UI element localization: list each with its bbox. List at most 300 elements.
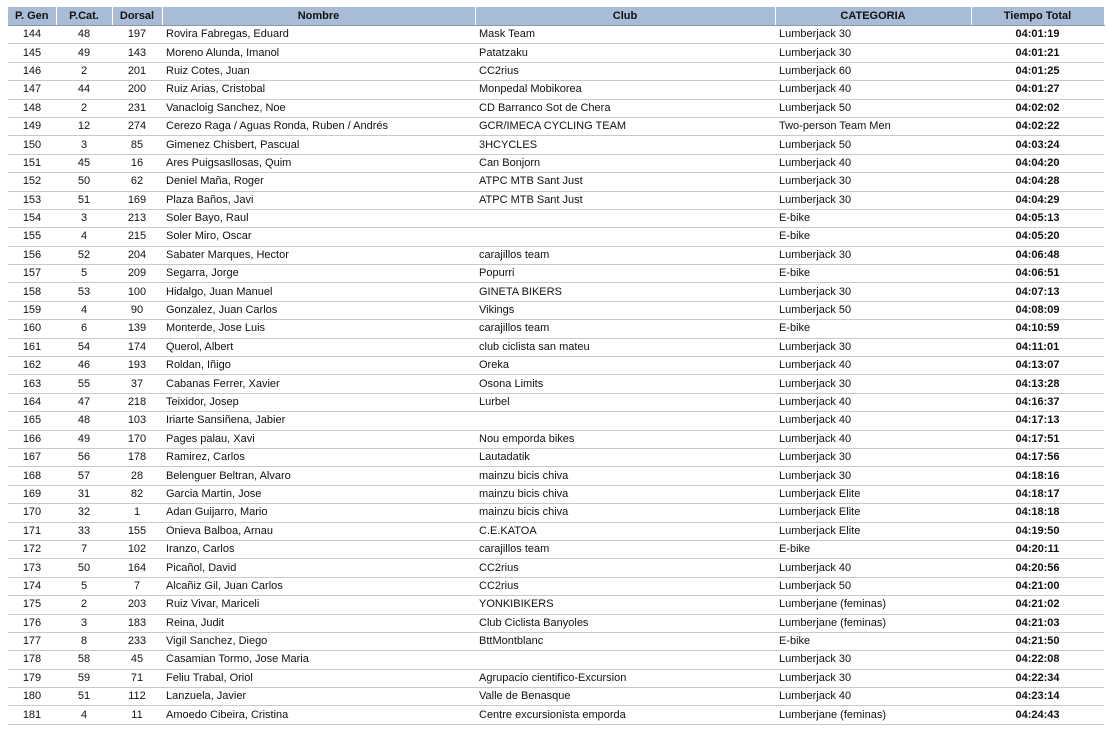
cell-dorsal: 102 (112, 540, 162, 558)
table-row (8, 338, 1104, 356)
cell-categoria: Lumberjack 30 (775, 283, 971, 301)
cell-categoria: E-bike (775, 540, 971, 558)
cell-club: Lurbel (475, 393, 775, 411)
header-row (8, 7, 1104, 26)
cell-nombre: Soler Miro, Oscar (162, 228, 475, 246)
cell-dorsal: 90 (112, 301, 162, 319)
cell-tiempo-total: 04:23:14 (971, 688, 1104, 706)
cell-nombre: Vigil Sanchez, Diego (162, 632, 475, 650)
cell-dorsal: 218 (112, 393, 162, 411)
cell-tiempo-total: 04:21:00 (971, 577, 1104, 595)
table-row (8, 467, 1104, 485)
cell-p-cat: 52 (56, 246, 112, 264)
cell-club: mainzu bicis chiva (475, 485, 775, 503)
table-row (8, 632, 1104, 650)
cell-dorsal: 183 (112, 614, 162, 632)
cell-dorsal: 7 (112, 577, 162, 595)
cell-nombre: Lanzuela, Javier (162, 688, 475, 706)
cell-tiempo-total: 04:05:20 (971, 228, 1104, 246)
cell-club: club ciclista san mateu (475, 338, 775, 356)
cell-tiempo-total: 04:16:37 (971, 393, 1104, 411)
cell-tiempo-total: 04:18:16 (971, 467, 1104, 485)
cell-nombre: Iriarte Sansiñena, Jabier (162, 412, 475, 430)
cell-dorsal: 197 (112, 26, 162, 44)
cell-club: Centre excursionista emporda (475, 706, 775, 724)
cell-categoria: Lumberjack 40 (775, 559, 971, 577)
cell-tiempo-total: 04:13:07 (971, 357, 1104, 375)
table-row (8, 228, 1104, 246)
cell-tiempo-total: 04:02:02 (971, 99, 1104, 117)
cell-p-cat: 2 (56, 62, 112, 80)
cell-categoria: Lumberjack 30 (775, 448, 971, 466)
results-table-body (8, 26, 1104, 725)
cell-categoria: Lumberjack 60 (775, 62, 971, 80)
cell-p-cat: 4 (56, 301, 112, 319)
cell-p-gen: 163 (8, 375, 56, 393)
cell-dorsal: 1 (112, 504, 162, 522)
column-header-p-gen: P. Gen (8, 7, 56, 26)
results-table-header (8, 7, 1104, 26)
cell-nombre: Deniel Maña, Roger (162, 173, 475, 191)
cell-p-cat: 56 (56, 448, 112, 466)
cell-categoria: Two-person Team Men (775, 117, 971, 135)
table-row (8, 246, 1104, 264)
cell-dorsal: 213 (112, 209, 162, 227)
cell-nombre: Cabanas Ferrer, Xavier (162, 375, 475, 393)
cell-p-gen: 179 (8, 669, 56, 687)
cell-tiempo-total: 04:04:28 (971, 173, 1104, 191)
cell-club: Monpedal Mobikorea (475, 81, 775, 99)
cell-club: Can Bonjorn (475, 154, 775, 172)
cell-tiempo-total: 04:01:21 (971, 44, 1104, 62)
cell-categoria: Lumberjane (feminas) (775, 614, 971, 632)
cell-club: CC2rius (475, 559, 775, 577)
table-row (8, 209, 1104, 227)
cell-dorsal: 203 (112, 596, 162, 614)
cell-categoria: E-bike (775, 632, 971, 650)
cell-p-cat: 50 (56, 559, 112, 577)
cell-p-gen: 157 (8, 265, 56, 283)
cell-dorsal: 274 (112, 117, 162, 135)
cell-nombre: Casamian Tormo, Jose Maria (162, 651, 475, 669)
cell-p-cat: 6 (56, 320, 112, 338)
table-row (8, 320, 1104, 338)
cell-club: carajillos team (475, 246, 775, 264)
column-header-categoria: CATEGORIA (775, 7, 971, 26)
cell-dorsal: 209 (112, 265, 162, 283)
cell-p-cat: 12 (56, 117, 112, 135)
cell-categoria: Lumberjack Elite (775, 504, 971, 522)
cell-tiempo-total: 04:01:27 (971, 81, 1104, 99)
cell-dorsal: 37 (112, 375, 162, 393)
cell-club: ATPC MTB Sant Just (475, 191, 775, 209)
cell-p-cat: 2 (56, 596, 112, 614)
cell-nombre: Querol, Albert (162, 338, 475, 356)
cell-nombre: Segarra, Jorge (162, 265, 475, 283)
cell-categoria: Lumberjack 50 (775, 577, 971, 595)
cell-club (475, 412, 775, 430)
column-header-p-cat: P.Cat. (56, 7, 112, 26)
cell-categoria: Lumberjack 40 (775, 393, 971, 411)
cell-p-cat: 59 (56, 669, 112, 687)
cell-club (475, 228, 775, 246)
cell-club: 3HCYCLES (475, 136, 775, 154)
table-row (8, 540, 1104, 558)
cell-club: Popurri (475, 265, 775, 283)
cell-dorsal: 62 (112, 173, 162, 191)
cell-p-cat: 5 (56, 265, 112, 283)
table-row (8, 522, 1104, 540)
cell-tiempo-total: 04:01:19 (971, 26, 1104, 44)
table-row (8, 99, 1104, 117)
cell-nombre: Soler Bayo, Raul (162, 209, 475, 227)
table-row (8, 81, 1104, 99)
column-header-club: Club (475, 7, 775, 26)
cell-dorsal: 103 (112, 412, 162, 430)
table-row (8, 651, 1104, 669)
cell-dorsal: 112 (112, 688, 162, 706)
cell-p-cat: 5 (56, 577, 112, 595)
cell-tiempo-total: 04:24:43 (971, 706, 1104, 724)
cell-p-cat: 51 (56, 191, 112, 209)
cell-tiempo-total: 04:03:24 (971, 136, 1104, 154)
cell-categoria: Lumberjack 30 (775, 26, 971, 44)
cell-tiempo-total: 04:21:02 (971, 596, 1104, 614)
cell-p-cat: 48 (56, 412, 112, 430)
cell-p-gen: 150 (8, 136, 56, 154)
cell-tiempo-total: 04:21:50 (971, 632, 1104, 650)
cell-tiempo-total: 04:11:01 (971, 338, 1104, 356)
cell-p-gen: 170 (8, 504, 56, 522)
cell-p-cat: 54 (56, 338, 112, 356)
results-sheet (8, 7, 1104, 725)
cell-categoria: Lumberjack 30 (775, 467, 971, 485)
cell-nombre: Garcia Martin, Jose (162, 485, 475, 503)
cell-p-gen: 145 (8, 44, 56, 62)
cell-club: mainzu bicis chiva (475, 504, 775, 522)
cell-dorsal: 155 (112, 522, 162, 540)
cell-tiempo-total: 04:06:48 (971, 246, 1104, 264)
cell-p-cat: 57 (56, 467, 112, 485)
cell-categoria: Lumberjack 40 (775, 688, 971, 706)
cell-club: Patatzaku (475, 44, 775, 62)
cell-club: Agrupacio cientifico-Excursion (475, 669, 775, 687)
cell-club: Lautadatik (475, 448, 775, 466)
cell-categoria: E-bike (775, 265, 971, 283)
cell-nombre: Monterde, Jose Luis (162, 320, 475, 338)
cell-dorsal: 143 (112, 44, 162, 62)
cell-tiempo-total: 04:04:20 (971, 154, 1104, 172)
table-row (8, 614, 1104, 632)
cell-tiempo-total: 04:17:51 (971, 430, 1104, 448)
cell-tiempo-total: 04:07:13 (971, 283, 1104, 301)
cell-club: carajillos team (475, 540, 775, 558)
cell-dorsal: 200 (112, 81, 162, 99)
cell-p-gen: 171 (8, 522, 56, 540)
cell-categoria: Lumberjack 30 (775, 246, 971, 264)
cell-p-cat: 46 (56, 357, 112, 375)
cell-club: Club Ciclista Banyoles (475, 614, 775, 632)
cell-categoria: Lumberjack 30 (775, 338, 971, 356)
cell-club: GINETA BIKERS (475, 283, 775, 301)
cell-p-gen: 149 (8, 117, 56, 135)
cell-club: mainzu bicis chiva (475, 467, 775, 485)
column-header-nombre: Nombre (162, 7, 475, 26)
cell-p-gen: 161 (8, 338, 56, 356)
table-row (8, 117, 1104, 135)
cell-club: GCR/IMECA CYCLING TEAM (475, 117, 775, 135)
cell-p-gen: 155 (8, 228, 56, 246)
table-row (8, 688, 1104, 706)
cell-tiempo-total: 04:18:18 (971, 504, 1104, 522)
cell-dorsal: 71 (112, 669, 162, 687)
table-row (8, 154, 1104, 172)
cell-p-gen: 159 (8, 301, 56, 319)
cell-nombre: Pages palau, Xavi (162, 430, 475, 448)
cell-dorsal: 215 (112, 228, 162, 246)
cell-nombre: Moreno Alunda, Imanol (162, 44, 475, 62)
table-row (8, 26, 1104, 44)
cell-p-cat: 48 (56, 26, 112, 44)
table-row (8, 173, 1104, 191)
cell-p-cat: 32 (56, 504, 112, 522)
column-header-dorsal: Dorsal (112, 7, 162, 26)
cell-nombre: Ruiz Arias, Cristobal (162, 81, 475, 99)
cell-nombre: Gimenez Chisbert, Pascual (162, 136, 475, 154)
table-row (8, 136, 1104, 154)
cell-categoria: Lumberjane (feminas) (775, 706, 971, 724)
cell-p-cat: 44 (56, 81, 112, 99)
cell-p-cat: 7 (56, 540, 112, 558)
cell-categoria: Lumberjack 30 (775, 191, 971, 209)
cell-categoria: E-bike (775, 320, 971, 338)
cell-p-gen: 172 (8, 540, 56, 558)
cell-tiempo-total: 04:05:13 (971, 209, 1104, 227)
cell-categoria: Lumberjack Elite (775, 485, 971, 503)
cell-p-cat: 2 (56, 99, 112, 117)
cell-p-gen: 168 (8, 467, 56, 485)
table-row (8, 577, 1104, 595)
cell-nombre: Ruiz Cotes, Juan (162, 62, 475, 80)
cell-p-gen: 169 (8, 485, 56, 503)
cell-dorsal: 204 (112, 246, 162, 264)
cell-p-gen: 166 (8, 430, 56, 448)
cell-club (475, 651, 775, 669)
cell-club: Valle de Benasque (475, 688, 775, 706)
cell-p-gen: 178 (8, 651, 56, 669)
cell-club: Mask Team (475, 26, 775, 44)
table-row (8, 485, 1104, 503)
cell-club: Osona Limits (475, 375, 775, 393)
cell-categoria: Lumberjack Elite (775, 522, 971, 540)
cell-club: CC2rius (475, 62, 775, 80)
cell-dorsal: 233 (112, 632, 162, 650)
cell-p-cat: 49 (56, 44, 112, 62)
cell-dorsal: 85 (112, 136, 162, 154)
cell-p-gen: 165 (8, 412, 56, 430)
cell-p-gen: 147 (8, 81, 56, 99)
cell-p-gen: 153 (8, 191, 56, 209)
cell-p-cat: 8 (56, 632, 112, 650)
cell-nombre: Plaza Baños, Javi (162, 191, 475, 209)
cell-nombre: Roldan, Iñigo (162, 357, 475, 375)
cell-dorsal: 170 (112, 430, 162, 448)
cell-p-gen: 158 (8, 283, 56, 301)
table-row (8, 448, 1104, 466)
cell-p-cat: 53 (56, 283, 112, 301)
cell-nombre: Iranzo, Carlos (162, 540, 475, 558)
cell-club: C.E.KATOA (475, 522, 775, 540)
cell-categoria: Lumberjack 50 (775, 136, 971, 154)
cell-tiempo-total: 04:01:25 (971, 62, 1104, 80)
cell-nombre: Alcañiz Gil, Juan Carlos (162, 577, 475, 595)
table-row (8, 191, 1104, 209)
cell-club: YONKIBIKERS (475, 596, 775, 614)
cell-dorsal: 174 (112, 338, 162, 356)
cell-p-cat: 49 (56, 430, 112, 448)
cell-p-gen: 180 (8, 688, 56, 706)
cell-dorsal: 193 (112, 357, 162, 375)
cell-categoria: Lumberjack 30 (775, 173, 971, 191)
cell-dorsal: 11 (112, 706, 162, 724)
cell-p-gen: 148 (8, 99, 56, 117)
cell-tiempo-total: 04:06:51 (971, 265, 1104, 283)
cell-dorsal: 16 (112, 154, 162, 172)
cell-nombre: Vanacloig Sanchez, Noe (162, 99, 475, 117)
cell-tiempo-total: 04:21:03 (971, 614, 1104, 632)
table-row (8, 430, 1104, 448)
cell-p-gen: 164 (8, 393, 56, 411)
cell-club (475, 209, 775, 227)
table-row (8, 283, 1104, 301)
cell-nombre: Hidalgo, Juan Manuel (162, 283, 475, 301)
cell-tiempo-total: 04:04:29 (971, 191, 1104, 209)
cell-p-cat: 58 (56, 651, 112, 669)
cell-nombre: Picañol, David (162, 559, 475, 577)
table-row (8, 504, 1104, 522)
cell-tiempo-total: 04:20:56 (971, 559, 1104, 577)
cell-tiempo-total: 04:19:50 (971, 522, 1104, 540)
table-row (8, 393, 1104, 411)
cell-categoria: Lumberjack 50 (775, 301, 971, 319)
cell-tiempo-total: 04:22:08 (971, 651, 1104, 669)
cell-categoria: Lumberjack 30 (775, 669, 971, 687)
cell-nombre: Ramirez, Carlos (162, 448, 475, 466)
cell-p-cat: 3 (56, 209, 112, 227)
cell-p-cat: 33 (56, 522, 112, 540)
cell-nombre: Reina, Judit (162, 614, 475, 632)
cell-dorsal: 28 (112, 467, 162, 485)
cell-p-cat: 51 (56, 688, 112, 706)
cell-categoria: Lumberjack 40 (775, 357, 971, 375)
cell-tiempo-total: 04:17:56 (971, 448, 1104, 466)
table-row (8, 669, 1104, 687)
cell-nombre: Onieva Balboa, Arnau (162, 522, 475, 540)
cell-dorsal: 82 (112, 485, 162, 503)
table-row (8, 559, 1104, 577)
cell-p-gen: 156 (8, 246, 56, 264)
cell-nombre: Ruiz Vivar, Mariceli (162, 596, 475, 614)
table-row (8, 265, 1104, 283)
cell-nombre: Rovira Fabregas, Eduard (162, 26, 475, 44)
cell-p-gen: 144 (8, 26, 56, 44)
table-row (8, 301, 1104, 319)
cell-club: Nou emporda bikes (475, 430, 775, 448)
cell-nombre: Teixidor, Josep (162, 393, 475, 411)
table-row (8, 596, 1104, 614)
table-row (8, 357, 1104, 375)
cell-tiempo-total: 04:17:13 (971, 412, 1104, 430)
cell-tiempo-total: 04:18:17 (971, 485, 1104, 503)
cell-p-cat: 50 (56, 173, 112, 191)
cell-p-gen: 154 (8, 209, 56, 227)
cell-p-gen: 175 (8, 596, 56, 614)
results-table (8, 7, 1105, 725)
table-row (8, 44, 1104, 62)
table-row (8, 62, 1104, 80)
cell-categoria: Lumberjack 30 (775, 44, 971, 62)
cell-club: ATPC MTB Sant Just (475, 173, 775, 191)
cell-nombre: Adan Guijarro, Mario (162, 504, 475, 522)
cell-dorsal: 100 (112, 283, 162, 301)
cell-nombre: Sabater Marques, Hector (162, 246, 475, 264)
cell-p-cat: 3 (56, 614, 112, 632)
cell-nombre: Ares Puigsasllosas, Quim (162, 154, 475, 172)
cell-p-gen: 176 (8, 614, 56, 632)
cell-categoria: Lumberjane (feminas) (775, 596, 971, 614)
cell-tiempo-total: 04:20:11 (971, 540, 1104, 558)
cell-categoria: Lumberjack 30 (775, 651, 971, 669)
cell-p-cat: 3 (56, 136, 112, 154)
cell-dorsal: 231 (112, 99, 162, 117)
cell-club: Vikings (475, 301, 775, 319)
cell-dorsal: 164 (112, 559, 162, 577)
cell-categoria: Lumberjack 40 (775, 412, 971, 430)
cell-club: BttMontblanc (475, 632, 775, 650)
cell-categoria: Lumberjack 40 (775, 430, 971, 448)
table-row (8, 706, 1104, 724)
cell-nombre: Feliu Trabal, Oriol (162, 669, 475, 687)
cell-p-cat: 47 (56, 393, 112, 411)
cell-tiempo-total: 04:02:22 (971, 117, 1104, 135)
cell-p-gen: 160 (8, 320, 56, 338)
column-header-tiempo-total: Tiempo Total (971, 7, 1104, 26)
cell-categoria: Lumberjack 30 (775, 375, 971, 393)
cell-p-gen: 151 (8, 154, 56, 172)
cell-dorsal: 178 (112, 448, 162, 466)
cell-p-gen: 173 (8, 559, 56, 577)
cell-p-gen: 174 (8, 577, 56, 595)
table-row (8, 375, 1104, 393)
cell-p-cat: 55 (56, 375, 112, 393)
cell-p-cat: 31 (56, 485, 112, 503)
cell-club: Oreka (475, 357, 775, 375)
cell-tiempo-total: 04:08:09 (971, 301, 1104, 319)
cell-club: CD Barranco Sot de Chera (475, 99, 775, 117)
cell-nombre: Belenguer Beltran, Alvaro (162, 467, 475, 485)
cell-dorsal: 45 (112, 651, 162, 669)
cell-tiempo-total: 04:10:59 (971, 320, 1104, 338)
cell-dorsal: 201 (112, 62, 162, 80)
cell-categoria: Lumberjack 40 (775, 154, 971, 172)
cell-club: CC2rius (475, 577, 775, 595)
cell-p-gen: 162 (8, 357, 56, 375)
cell-p-gen: 177 (8, 632, 56, 650)
cell-p-gen: 181 (8, 706, 56, 724)
cell-p-cat: 45 (56, 154, 112, 172)
cell-nombre: Cerezo Raga / Aguas Ronda, Ruben / Andrés (162, 117, 475, 135)
cell-p-cat: 4 (56, 228, 112, 246)
